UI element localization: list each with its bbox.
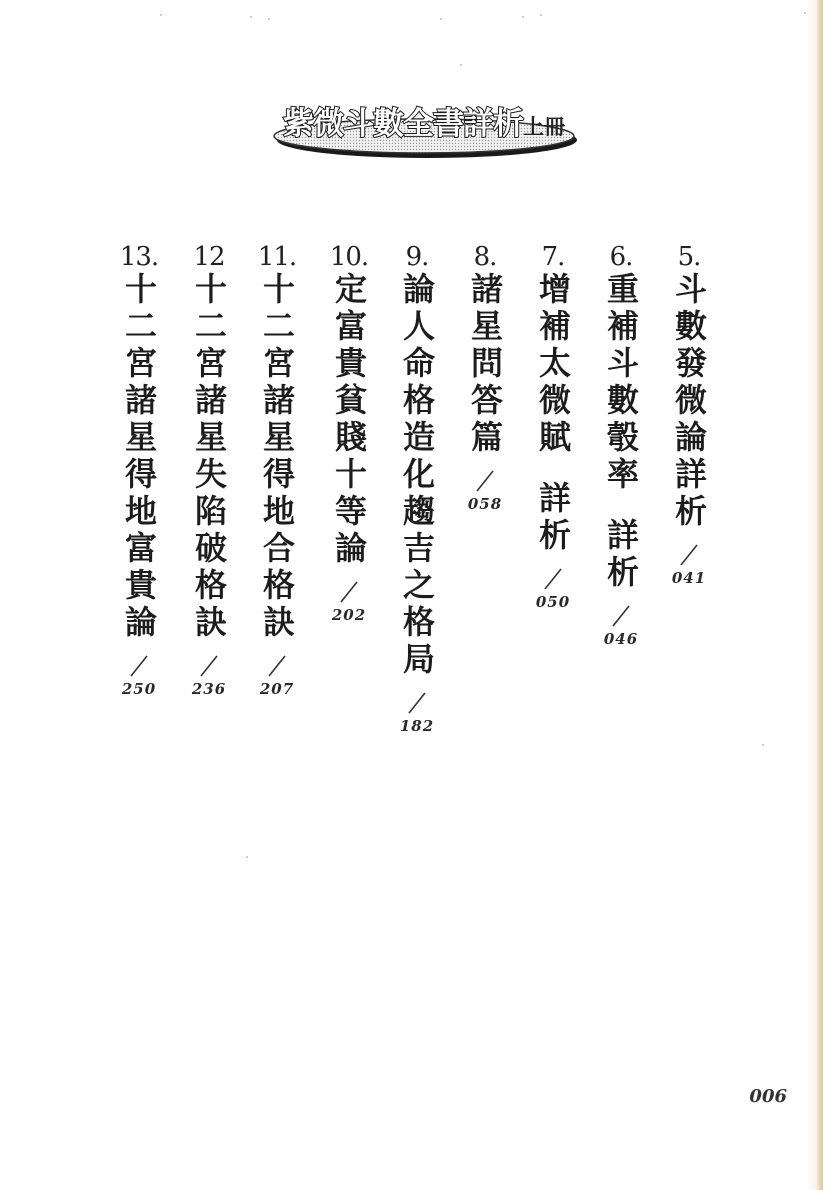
toc-entry-title: 十二宮諸星得地合格訣: [258, 272, 296, 642]
toc-entry-number: 11.: [257, 242, 297, 272]
toc-entry[interactable]: [252, 242, 302, 698]
book-title-banner: [265, 88, 583, 166]
slash-separator: [473, 469, 497, 493]
scan-speck: [522, 16, 524, 18]
toc-entry[interactable]: [114, 242, 164, 698]
toc-entry-page: 202: [331, 606, 367, 624]
scan-speck: [540, 14, 542, 16]
toc-entry-page: 182: [399, 717, 435, 735]
toc-entry-title: 十二宮諸星失陷破格訣: [190, 272, 228, 642]
scan-speck: [268, 18, 270, 20]
slash-separator: [541, 567, 565, 591]
toc-entry-title: 十二宮諸星得地富貴論: [120, 272, 158, 642]
toc-entry[interactable]: [324, 242, 374, 624]
scan-speck: [762, 744, 764, 746]
book-title: [283, 98, 583, 143]
slash-separator: [337, 580, 361, 604]
page-number: 006: [749, 1086, 787, 1107]
toc-entry-page: 046: [603, 630, 639, 648]
toc-entry-number: 5.: [677, 242, 701, 272]
toc-entry-detail: 詳析: [602, 518, 640, 592]
slash-separator: [197, 654, 221, 678]
toc-entry-title: 斗數發微論詳析: [670, 272, 708, 531]
toc-entry-number: 6.: [609, 242, 633, 272]
scan-speck: [804, 12, 806, 14]
page-binding-edge: [817, 0, 823, 1190]
scan-speck: [250, 16, 252, 18]
toc-entry[interactable]: [184, 242, 234, 698]
toc-entry-number: 10.: [329, 242, 369, 272]
slash-separator: [677, 543, 701, 567]
toc-entry-title: 諸星問答篇: [466, 272, 504, 457]
toc-entry-page: 050: [535, 593, 571, 611]
toc-entry-number: 7.: [541, 242, 565, 272]
scan-speck: [440, 18, 442, 20]
slash-separator: [265, 654, 289, 678]
toc-entry[interactable]: [392, 242, 442, 735]
slash-separator: [127, 654, 151, 678]
toc-entry[interactable]: [460, 242, 510, 513]
slash-separator: [405, 691, 429, 715]
toc-entry[interactable]: [528, 242, 578, 611]
toc-entry-number: 9.: [405, 242, 429, 272]
toc-entry-number: 12: [193, 242, 225, 272]
toc-entry[interactable]: [664, 242, 714, 587]
book-volume-label: 上冊: [523, 114, 565, 139]
toc-entry-page: 236: [191, 680, 227, 698]
book-title-main: 紫微斗數全書詳析: [283, 106, 523, 142]
page-binding-shadow: [807, 0, 817, 1190]
toc-entry-page: 058: [467, 495, 503, 513]
toc-entry-title: 重補斗數彀率: [602, 272, 640, 494]
toc-entry-title: 定富貴貧賤十等論: [330, 272, 368, 568]
toc-entry-page: 041: [671, 569, 707, 587]
toc-entry-page: 207: [259, 680, 295, 698]
slash-separator: [609, 604, 633, 628]
toc-entry-title: 增補太微賦: [534, 272, 572, 457]
toc-entry-page: 250: [121, 680, 157, 698]
toc-entry-detail: 詳析: [534, 481, 572, 555]
toc-entry-number: 8.: [473, 242, 497, 272]
scan-speck: [246, 856, 248, 858]
scan-speck: [160, 14, 162, 16]
scan-speck: [460, 64, 462, 66]
toc-entry-number: 13.: [119, 242, 159, 272]
toc-entry[interactable]: [596, 242, 646, 648]
toc-entry-title: 論人命格造化趨吉之格局: [398, 272, 436, 679]
